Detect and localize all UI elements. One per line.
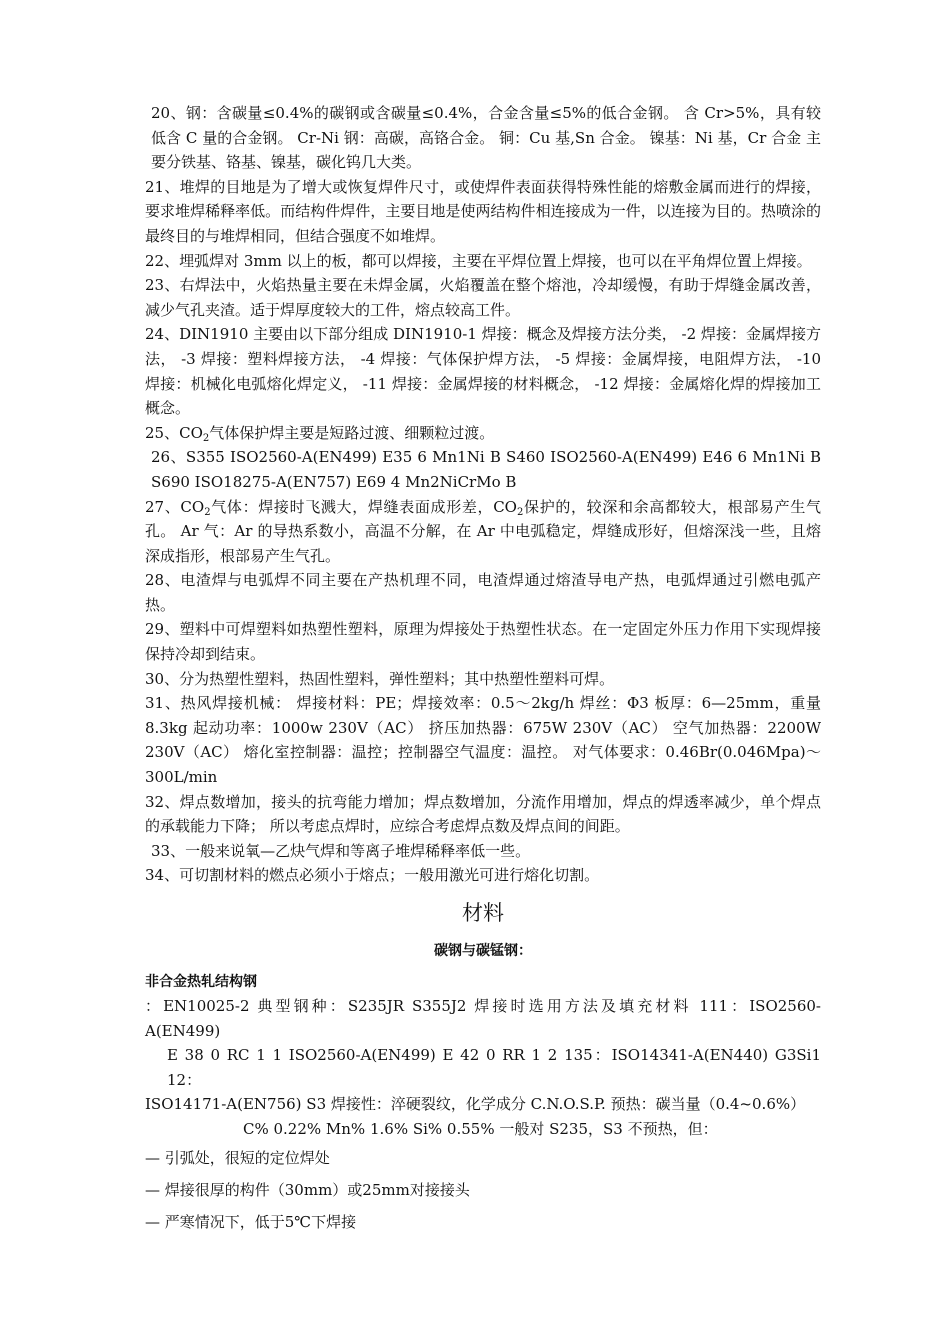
paragraph-27	[145, 495, 821, 569]
paragraph-31: 31、热风焊接机械： 焊接材料：PE；焊接效率：0.5～2kg/h 焊丝：Φ3 板厚：6—25mm，重量 8.3kg 起动功率：1000w 230V（AC） 挤压加热器：675W 230V（AC） 空气加热器：2200W 230V（AC） 熔化室控制器：温控；控制器空气温度：温控。 对气体要求：0.46Br(0.046Mpa)～300L/min	[145, 694, 821, 787]
paragraph-20: 20、钢：含碳量≤0.4%的碳钢或含碳量≤0.4%，合金含量≤5%的低合金钢。 含 Cr>5%，具有较低含 C 量的合金钢。 Cr-Ni 钢：高碳，高铬合金。 铜：Cu 基,Sn 合金。 镍基：Ni 基，Cr 合金 主要分铁基、铬基、镍基，碳化钨几大类。	[151, 104, 821, 172]
bullet-item: — 引弧处，很短的定位焊处	[145, 1148, 330, 1167]
paragraph-25	[145, 421, 821, 446]
paragraph-22: 22、埋弧焊对 3mm 以上的板，都可以焊接，主要在平焊位置上焊接，也可以在平角焊位置上焊接。	[145, 251, 812, 270]
paragraph-26: 26、S355 ISO2560-A(EN499) E35 6 Mn1Ni B S460 ISO2560-A(EN499) E46 6 Mn1Ni B S690 ISO18275-A(EN757) E69 4 Mn2NiCrMo B	[151, 448, 821, 491]
co2-subscript: 2	[516, 506, 524, 518]
bullet-item: — 焊接很厚的构件（30mm）或25mm对接接头	[145, 1180, 470, 1199]
paragraph-23: 23、右焊法中，火焰热量主要在未焊金属，火焰覆盖在整个熔池，冷却缓慢，有助于焊缝金属改善，减少气孔夹渣。适于焊厚度较大的工件，熔点较高工件。	[145, 276, 821, 319]
steel-line-2: E 38 0 RC 1 1 ISO2560-A(EN499) E 42 0 RR 1 2 135：ISO14341-A(EN440) G3Si1 12：	[167, 1046, 821, 1089]
steel-line-3: ISO14171-A(EN756) S3 焊接性：淬硬裂纹，化学成分 C.N.O.S.P. 预热：碳当量（0.4~0.6%）	[145, 1095, 806, 1114]
paragraph-32: 32、焊点数增加，接头的抗弯能力增加；焊点数增加，分流作用增加，焊点的焊透率减少，单个焊点的承载能力下降； 所以考虑点焊时，应综合考虑焊点数及焊点间的间距。	[145, 792, 821, 836]
bullet-item: — 严寒情况下，低于5℃下焊接	[145, 1212, 357, 1231]
paragraph-25-part-a: 25、CO	[145, 423, 203, 442]
paragraph-33: 33、一般来说氧—乙炔气焊和等离子堆焊稀释率低一些。	[151, 841, 531, 860]
steel-line-1: ：EN10025-2 典型钢种：S235JR S355J2 焊接时选用方法及填充材料 111：ISO2560-A(EN499)	[145, 997, 821, 1040]
paragraph-28: 28、电渣焊与电弧焊不同主要在产热机理不同，电渣焊通过熔渣导电产热，电弧焊通过引燃电弧产热。	[145, 571, 821, 614]
steel-line-4: C% 0.22% Mn% 1.6% Si% 0.55% 一般对 S235，S3 不预热，但：	[243, 1119, 718, 1138]
paragraph-27-part-a: 27、CO	[145, 497, 205, 516]
paragraph-21: 21、堆焊的目地是为了增大或恢复焊件尺寸，或使焊件表面获得特殊性能的熔敷金属而进行的焊接，要求堆焊稀释率低。而结构件焊件，主要目地是使两结构件相连接成为一件，以连接为目的。热喷涂的最终目的与堆焊相同，但结合强度不如堆焊。	[145, 177, 821, 245]
paragraph-30: 30、分为热塑性塑料，热固性塑料，弹性塑料；其中热塑性塑料可焊。	[145, 669, 615, 688]
section-subtitle: 碳钢与碳锰钢：	[434, 943, 532, 959]
paragraph-24: 24、DIN1910 主要由以下部分组成 DIN1910-1 焊接：概念及焊接方法分类， -2 焊接：金属焊接方法， -3 焊接：塑料焊接方法， -4 焊接：气体保护焊方法， -5 焊接：金属焊接，电阻焊方法， -10 焊接：机械化电弧熔化焊定义， -11 焊接：金属焊接的材料概念， -12 焊接：金属熔化焊的焊接加工概念。	[145, 325, 821, 418]
co2-subscript: 2	[202, 432, 210, 444]
co2-subscript: 2	[204, 506, 211, 518]
section-title: 材料	[462, 901, 504, 925]
paragraph-29: 29、塑料中可焊塑料如热塑性塑料，原理为焊接处于热塑性状态。在一定固定外压力作用下实现焊接保持冷却到结束。	[145, 620, 821, 664]
paragraph-34: 34、可切割材料的燃点必须小于熔点；一般用激光可进行熔化切割。	[145, 866, 600, 885]
section-heading: 非合金热轧结构钢	[145, 974, 257, 990]
paragraph-25-part-b: 气体保护焊主要是短路过渡、细颗粒过渡。	[209, 423, 495, 442]
document-body	[145, 101, 821, 1238]
paragraph-27-part-b: 气体：焊接时飞溅大，焊缝表面成形差，CO	[210, 497, 517, 516]
paragraph-27-part-c: 保护的，较深和余高都较大，根部易产生气孔。 Ar 气：Ar 的导热系数小，高温不分解，在 Ar 中电弧稳定，焊缝成形好，但熔深浅一些，且熔深成指形，根部易产生气孔。	[145, 497, 821, 565]
